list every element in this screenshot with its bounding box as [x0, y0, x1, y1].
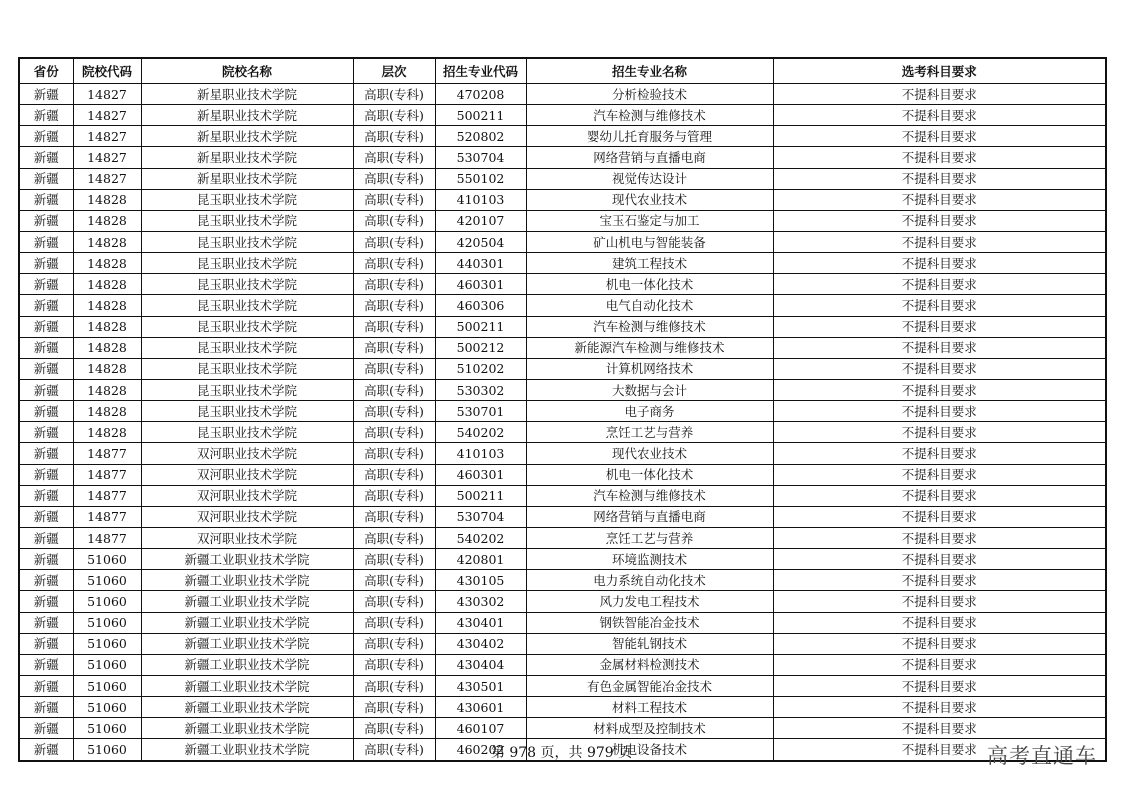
cell-school-code: 14877: [73, 485, 141, 506]
cell-level: 高职(专科): [353, 168, 435, 189]
cell-school-name: 昆玉职业技术学院: [141, 316, 353, 337]
cell-major-name: 汽车检测与维修技术: [526, 105, 773, 126]
cell-level: 高职(专科): [353, 253, 435, 274]
cell-school-code: 14827: [73, 105, 141, 126]
cell-major-code: 530704: [435, 147, 526, 168]
cell-school-code: 14828: [73, 316, 141, 337]
cell-province: 新疆: [19, 549, 73, 570]
cell-major-name: 材料成型及控制技术: [526, 718, 773, 739]
cell-major-code: 530701: [435, 401, 526, 422]
cell-major-code: 430302: [435, 591, 526, 612]
cell-province: 新疆: [19, 84, 73, 105]
cell-major-code: 460301: [435, 464, 526, 485]
cell-school-name: 昆玉职业技术学院: [141, 295, 353, 316]
cell-major-name: 机电设备技术: [526, 739, 773, 761]
cell-subject-requirement: 不提科目要求: [773, 401, 1106, 422]
cell-subject-requirement: 不提科目要求: [773, 506, 1106, 527]
cell-level: 高职(专科): [353, 210, 435, 231]
cell-province: 新疆: [19, 231, 73, 252]
cell-level: 高职(专科): [353, 358, 435, 379]
cell-subject-requirement: 不提科目要求: [773, 168, 1106, 189]
cell-province: 新疆: [19, 739, 73, 761]
cell-major-code: 530704: [435, 506, 526, 527]
cell-major-name: 烹饪工艺与营养: [526, 527, 773, 548]
watermark-logo-text: 高考直通车: [987, 744, 1097, 768]
cell-major-code: 530302: [435, 379, 526, 400]
table-row: [19, 697, 1106, 718]
cell-subject-requirement: 不提科目要求: [773, 464, 1106, 485]
cell-major-name: 新能源汽车检测与维修技术: [526, 337, 773, 358]
cell-school-name: 新星职业技术学院: [141, 105, 353, 126]
cell-school-name: 昆玉职业技术学院: [141, 210, 353, 231]
table-header-row: [19, 58, 1106, 84]
cell-school-name: 新疆工业职业技术学院: [141, 739, 353, 761]
cell-school-code: 14828: [73, 401, 141, 422]
table-row: [19, 189, 1106, 210]
cell-subject-requirement: 不提科目要求: [773, 591, 1106, 612]
cell-major-name: 网络营销与直播电商: [526, 147, 773, 168]
table-row: [19, 570, 1106, 591]
header-major-name: 招生专业名称: [526, 58, 773, 84]
table-row: [19, 612, 1106, 633]
cell-school-code: 14827: [73, 126, 141, 147]
cell-school-code: 51060: [73, 654, 141, 675]
cell-major-name: 分析检验技术: [526, 84, 773, 105]
cell-major-code: 460107: [435, 718, 526, 739]
cell-major-name: 机电一体化技术: [526, 274, 773, 295]
cell-school-code: 14877: [73, 443, 141, 464]
cell-level: 高职(专科): [353, 84, 435, 105]
cell-major-name: 烹饪工艺与营养: [526, 422, 773, 443]
cell-school-code: 14828: [73, 274, 141, 295]
cell-school-name: 新疆工业职业技术学院: [141, 549, 353, 570]
cell-major-name: 有色金属智能冶金技术: [526, 675, 773, 696]
table-row: [19, 422, 1106, 443]
cell-subject-requirement: 不提科目要求: [773, 253, 1106, 274]
cell-province: 新疆: [19, 485, 73, 506]
cell-school-code: 51060: [73, 697, 141, 718]
cell-school-name: 新疆工业职业技术学院: [141, 591, 353, 612]
cell-subject-requirement: 不提科目要求: [773, 337, 1106, 358]
cell-school-name: 双河职业技术学院: [141, 506, 353, 527]
page-number: 第 978 页，共 979 页: [490, 745, 633, 761]
cell-school-name: 双河职业技术学院: [141, 527, 353, 548]
cell-province: 新疆: [19, 443, 73, 464]
cell-province: 新疆: [19, 379, 73, 400]
cell-subject-requirement: 不提科目要求: [773, 654, 1106, 675]
cell-school-code: 14827: [73, 168, 141, 189]
cell-major-code: 540202: [435, 527, 526, 548]
cell-subject-requirement: 不提科目要求: [773, 210, 1106, 231]
admissions-table-container: [18, 57, 1105, 762]
cell-subject-requirement: 不提科目要求: [773, 443, 1106, 464]
cell-province: 新疆: [19, 506, 73, 527]
cell-major-code: 500211: [435, 485, 526, 506]
cell-school-code: 51060: [73, 570, 141, 591]
table-row: [19, 295, 1106, 316]
header-subject-requirement: 选考科目要求: [773, 58, 1106, 84]
table-row: [19, 591, 1106, 612]
cell-level: 高职(专科): [353, 675, 435, 696]
cell-school-code: 51060: [73, 591, 141, 612]
table-row: [19, 443, 1106, 464]
table-row: [19, 231, 1106, 252]
cell-major-name: 环境监测技术: [526, 549, 773, 570]
cell-school-name: 昆玉职业技术学院: [141, 231, 353, 252]
cell-major-name: 宝玉石鉴定与加工: [526, 210, 773, 231]
cell-major-code: 520802: [435, 126, 526, 147]
cell-subject-requirement: 不提科目要求: [773, 295, 1106, 316]
cell-school-code: 51060: [73, 675, 141, 696]
cell-major-code: 440301: [435, 253, 526, 274]
cell-school-code: 51060: [73, 718, 141, 739]
cell-school-name: 昆玉职业技术学院: [141, 253, 353, 274]
cell-level: 高职(专科): [353, 274, 435, 295]
cell-province: 新疆: [19, 591, 73, 612]
cell-province: 新疆: [19, 168, 73, 189]
cell-school-name: 新疆工业职业技术学院: [141, 697, 353, 718]
cell-subject-requirement: 不提科目要求: [773, 126, 1106, 147]
cell-school-code: 14827: [73, 84, 141, 105]
table-row: [19, 105, 1106, 126]
cell-level: 高职(专科): [353, 126, 435, 147]
cell-level: 高职(专科): [353, 654, 435, 675]
cell-subject-requirement: 不提科目要求: [773, 612, 1106, 633]
cell-major-code: 410103: [435, 189, 526, 210]
cell-major-code: 460301: [435, 274, 526, 295]
cell-school-name: 新星职业技术学院: [141, 168, 353, 189]
cell-subject-requirement: 不提科目要求: [773, 105, 1106, 126]
cell-school-name: 双河职业技术学院: [141, 464, 353, 485]
cell-major-code: 410103: [435, 443, 526, 464]
cell-subject-requirement: 不提科目要求: [773, 739, 1106, 761]
cell-level: 高职(专科): [353, 379, 435, 400]
table-row: [19, 126, 1106, 147]
cell-school-code: 14828: [73, 253, 141, 274]
cell-level: 高职(专科): [353, 527, 435, 548]
admissions-table: [18, 57, 1107, 762]
cell-major-code: 500212: [435, 337, 526, 358]
cell-province: 新疆: [19, 570, 73, 591]
cell-level: 高职(专科): [353, 189, 435, 210]
cell-province: 新疆: [19, 295, 73, 316]
cell-subject-requirement: 不提科目要求: [773, 84, 1106, 105]
cell-major-name: 现代农业技术: [526, 443, 773, 464]
cell-school-name: 新疆工业职业技术学院: [141, 633, 353, 654]
cell-subject-requirement: 不提科目要求: [773, 231, 1106, 252]
cell-province: 新疆: [19, 401, 73, 422]
cell-school-name: 新星职业技术学院: [141, 126, 353, 147]
cell-subject-requirement: 不提科目要求: [773, 633, 1106, 654]
cell-school-code: 14828: [73, 358, 141, 379]
cell-level: 高职(专科): [353, 485, 435, 506]
table-row: [19, 358, 1106, 379]
cell-major-name: 婴幼儿托育服务与管理: [526, 126, 773, 147]
table-row: [19, 549, 1106, 570]
cell-subject-requirement: 不提科目要求: [773, 549, 1106, 570]
cell-province: 新疆: [19, 253, 73, 274]
header-school-code: 院校代码: [73, 58, 141, 84]
cell-major-name: 电力系统自动化技术: [526, 570, 773, 591]
cell-level: 高职(专科): [353, 147, 435, 168]
header-school-name: 院校名称: [141, 58, 353, 84]
table-row: [19, 253, 1106, 274]
cell-subject-requirement: 不提科目要求: [773, 675, 1106, 696]
cell-major-code: 430401: [435, 612, 526, 633]
cell-major-code: 430601: [435, 697, 526, 718]
cell-province: 新疆: [19, 189, 73, 210]
cell-major-name: 智能轧钢技术: [526, 633, 773, 654]
table-row: [19, 84, 1106, 105]
table-row: [19, 401, 1106, 422]
cell-subject-requirement: 不提科目要求: [773, 485, 1106, 506]
cell-subject-requirement: 不提科目要求: [773, 189, 1106, 210]
cell-major-name: 大数据与会计: [526, 379, 773, 400]
cell-subject-requirement: 不提科目要求: [773, 274, 1106, 295]
table-row: [19, 464, 1106, 485]
cell-school-name: 新疆工业职业技术学院: [141, 612, 353, 633]
cell-school-code: 14877: [73, 506, 141, 527]
cell-subject-requirement: 不提科目要求: [773, 570, 1106, 591]
table-body: [19, 84, 1106, 761]
cell-province: 新疆: [19, 126, 73, 147]
cell-major-name: 汽车检测与维修技术: [526, 485, 773, 506]
cell-school-code: 51060: [73, 633, 141, 654]
cell-major-code: 430105: [435, 570, 526, 591]
cell-subject-requirement: 不提科目要求: [773, 379, 1106, 400]
cell-level: 高职(专科): [353, 422, 435, 443]
cell-school-name: 新星职业技术学院: [141, 147, 353, 168]
cell-major-code: 420801: [435, 549, 526, 570]
cell-level: 高职(专科): [353, 549, 435, 570]
cell-province: 新疆: [19, 633, 73, 654]
table-row: [19, 527, 1106, 548]
cell-major-name: 电子商务: [526, 401, 773, 422]
cell-school-name: 昆玉职业技术学院: [141, 274, 353, 295]
cell-level: 高职(专科): [353, 718, 435, 739]
cell-major-code: 430501: [435, 675, 526, 696]
cell-school-code: 51060: [73, 612, 141, 633]
cell-subject-requirement: 不提科目要求: [773, 527, 1106, 548]
cell-major-code: 430402: [435, 633, 526, 654]
cell-major-code: 460202: [435, 739, 526, 761]
cell-school-name: 昆玉职业技术学院: [141, 422, 353, 443]
cell-major-name: 电气自动化技术: [526, 295, 773, 316]
cell-level: 高职(专科): [353, 570, 435, 591]
cell-province: 新疆: [19, 274, 73, 295]
cell-province: 新疆: [19, 527, 73, 548]
cell-major-code: 430404: [435, 654, 526, 675]
cell-school-code: 14828: [73, 189, 141, 210]
table-row: [19, 718, 1106, 739]
cell-level: 高职(专科): [353, 295, 435, 316]
table-row: [19, 654, 1106, 675]
cell-major-name: 视觉传达设计: [526, 168, 773, 189]
table-row: [19, 379, 1106, 400]
cell-subject-requirement: 不提科目要求: [773, 718, 1106, 739]
cell-subject-requirement: 不提科目要求: [773, 358, 1106, 379]
cell-major-code: 420107: [435, 210, 526, 231]
cell-major-name: 钢铁智能冶金技术: [526, 612, 773, 633]
table-row: [19, 506, 1106, 527]
cell-level: 高职(专科): [353, 506, 435, 527]
cell-school-name: 新疆工业职业技术学院: [141, 570, 353, 591]
cell-province: 新疆: [19, 718, 73, 739]
cell-level: 高职(专科): [353, 633, 435, 654]
cell-province: 新疆: [19, 105, 73, 126]
cell-major-name: 汽车检测与维修技术: [526, 316, 773, 337]
cell-major-code: 460306: [435, 295, 526, 316]
table-row: [19, 168, 1106, 189]
cell-province: 新疆: [19, 422, 73, 443]
header-major-code: 招生专业代码: [435, 58, 526, 84]
cell-school-name: 昆玉职业技术学院: [141, 337, 353, 358]
cell-school-name: 昆玉职业技术学院: [141, 401, 353, 422]
cell-subject-requirement: 不提科目要求: [773, 697, 1106, 718]
table-row: [19, 675, 1106, 696]
cell-school-name: 新疆工业职业技术学院: [141, 654, 353, 675]
cell-major-code: 550102: [435, 168, 526, 189]
cell-school-code: 14877: [73, 527, 141, 548]
cell-major-code: 500211: [435, 316, 526, 337]
table-row: [19, 274, 1106, 295]
cell-major-code: 420504: [435, 231, 526, 252]
cell-school-code: 14828: [73, 337, 141, 358]
table-row: [19, 316, 1106, 337]
cell-province: 新疆: [19, 147, 73, 168]
cell-school-name: 双河职业技术学院: [141, 443, 353, 464]
cell-school-code: 14877: [73, 464, 141, 485]
cell-major-code: 470208: [435, 84, 526, 105]
cell-school-name: 新疆工业职业技术学院: [141, 718, 353, 739]
cell-school-code: 14828: [73, 295, 141, 316]
cell-level: 高职(专科): [353, 443, 435, 464]
cell-level: 高职(专科): [353, 337, 435, 358]
cell-school-code: 14828: [73, 210, 141, 231]
cell-major-name: 现代农业技术: [526, 189, 773, 210]
cell-school-code: 14828: [73, 379, 141, 400]
cell-level: 高职(专科): [353, 316, 435, 337]
cell-major-name: 矿山机电与智能装备: [526, 231, 773, 252]
table-row: [19, 337, 1106, 358]
cell-province: 新疆: [19, 316, 73, 337]
cell-province: 新疆: [19, 358, 73, 379]
cell-province: 新疆: [19, 612, 73, 633]
cell-province: 新疆: [19, 210, 73, 231]
table-row: [19, 485, 1106, 506]
cell-level: 高职(专科): [353, 697, 435, 718]
cell-school-code: 51060: [73, 739, 141, 761]
cell-level: 高职(专科): [353, 464, 435, 485]
header-level: 层次: [353, 58, 435, 84]
cell-school-name: 新疆工业职业技术学院: [141, 675, 353, 696]
cell-major-name: 材料工程技术: [526, 697, 773, 718]
cell-major-name: 网络营销与直播电商: [526, 506, 773, 527]
cell-major-name: 计算机网络技术: [526, 358, 773, 379]
cell-school-name: 昆玉职业技术学院: [141, 379, 353, 400]
cell-major-name: 风力发电工程技术: [526, 591, 773, 612]
cell-level: 高职(专科): [353, 739, 435, 761]
cell-school-name: 双河职业技术学院: [141, 485, 353, 506]
cell-subject-requirement: 不提科目要求: [773, 147, 1106, 168]
table-row: [19, 210, 1106, 231]
cell-province: 新疆: [19, 464, 73, 485]
cell-major-name: 机电一体化技术: [526, 464, 773, 485]
cell-province: 新疆: [19, 337, 73, 358]
cell-level: 高职(专科): [353, 612, 435, 633]
cell-level: 高职(专科): [353, 231, 435, 252]
cell-level: 高职(专科): [353, 105, 435, 126]
cell-major-code: 510202: [435, 358, 526, 379]
cell-level: 高职(专科): [353, 401, 435, 422]
table-row: [19, 633, 1106, 654]
cell-major-code: 500211: [435, 105, 526, 126]
cell-school-name: 新星职业技术学院: [141, 84, 353, 105]
cell-province: 新疆: [19, 697, 73, 718]
cell-school-code: 14828: [73, 422, 141, 443]
cell-school-name: 昆玉职业技术学院: [141, 358, 353, 379]
header-province: 省份: [19, 58, 73, 84]
cell-level: 高职(专科): [353, 591, 435, 612]
table-row: [19, 147, 1106, 168]
cell-subject-requirement: 不提科目要求: [773, 316, 1106, 337]
cell-major-code: 540202: [435, 422, 526, 443]
cell-subject-requirement: 不提科目要求: [773, 422, 1106, 443]
cell-school-name: 昆玉职业技术学院: [141, 189, 353, 210]
cell-major-name: 金属材料检测技术: [526, 654, 773, 675]
cell-province: 新疆: [19, 654, 73, 675]
cell-school-code: 14828: [73, 231, 141, 252]
cell-school-code: 14827: [73, 147, 141, 168]
cell-major-name: 建筑工程技术: [526, 253, 773, 274]
cell-province: 新疆: [19, 675, 73, 696]
cell-school-code: 51060: [73, 549, 141, 570]
